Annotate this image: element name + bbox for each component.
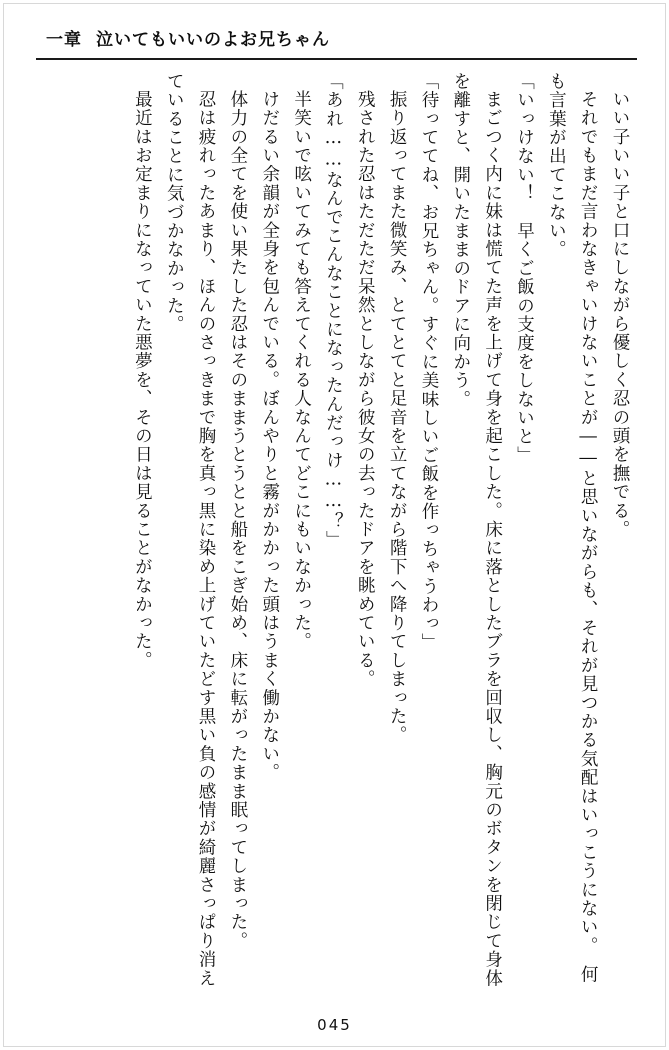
- paragraph: 残された忍はただただ呆然としながら彼女の去ったドアを眺めている。: [355, 89, 376, 688]
- paragraph: けだるい余韻が全身を包んでいる。ぼんやりと霧がかかった頭はうまく働かない。: [259, 89, 280, 782]
- paragraph: 「あれ……なんでこんなことになったんだっけ……？」: [323, 72, 344, 550]
- paragraph: 最近はお定まりになっていた悪夢を、その日は見ることがなかった。: [132, 89, 153, 670]
- page-header: [46, 22, 629, 52]
- page-number: 045: [317, 1016, 352, 1034]
- paragraph: 半笑いで呟いてみても答えてくれる人なんてどこにもいなかった。: [291, 89, 312, 651]
- paragraph: いい子いい子と口にしながら優しく忍の頭を撫でる。: [610, 89, 630, 539]
- paragraph: 忍は疲れったあまり、ほんのさっきまで胸を真っ黒に染め上げていたどす黒い負の感情が綺麗さっぱり消えていることに気づかなかった。: [164, 72, 217, 988]
- paragraph: 「待っててね、お兄ちゃん。すぐに美味しいご飯を作っちゃうわっ」: [418, 72, 439, 652]
- header-rule: [36, 58, 637, 60]
- paragraph: 「いっけない！ 早くご飯の支度をしないと」: [514, 72, 535, 465]
- paragraph: まごつく内に妹は慌てた声を上げて身を起こした。床に落としたブラを回収し、胸元のボタンを閉じて身体を離すと、開いたままのドアに向かう。: [450, 72, 503, 988]
- paragraph: 振り返ってまた微笑み、とてとてと足音を立てながら階下へ降りてしまった。: [387, 89, 408, 744]
- chapter-title: 泣いてもいいのよお兄ちゃん: [96, 29, 330, 50]
- paragraph: 体力の全てを使い果たした忍はそのままうとうとと船をこぎ始め、床に転がったまま眠ってしまった。: [227, 89, 248, 950]
- body-text: [44, 72, 635, 992]
- paragraph: それでもまだ言わなきゃいけないことが――と思いながらも、それが見つかる気配はいっこうにない。 何も言葉が出てこない。: [546, 72, 599, 984]
- chapter-number: 一章: [46, 29, 82, 50]
